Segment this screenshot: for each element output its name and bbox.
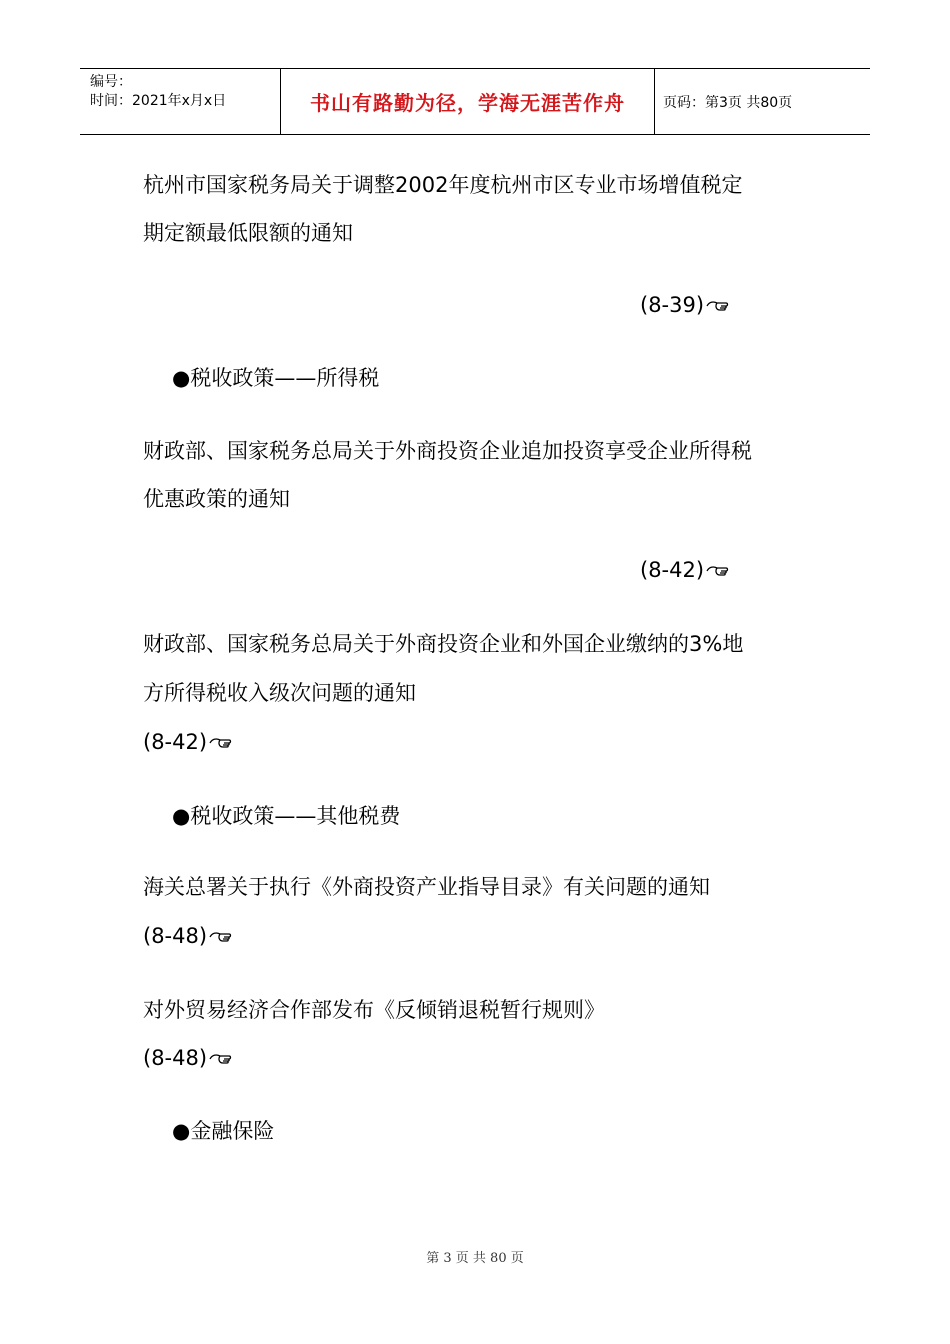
- doc-title-line-1: 财政部、国家税务总局关于外商投资企业追加投资享受企业所得税: [143, 439, 752, 463]
- page-reference-text: (8-42): [143, 730, 208, 754]
- page-footer: 第 3 页 共 80 页: [426, 1251, 524, 1266]
- doc-title-line-1: 财政部、国家税务总局关于外商投资企业和外国企业缴纳的3%地: [143, 632, 744, 656]
- page-header: [80, 68, 870, 135]
- header-motto: 书山有路勤为径，学海无涯苦作舟: [310, 91, 625, 115]
- section-heading: ●金融保险: [172, 1119, 275, 1143]
- page-reference-text: (8-48): [143, 924, 208, 948]
- header-page-info: 页码：第3页 共80页: [663, 94, 793, 111]
- doc-title-line-2: 优惠政策的通知: [143, 487, 290, 511]
- pointing-hand-icon: [209, 930, 233, 944]
- page-reference: [143, 1044, 233, 1072]
- pointing-hand-icon: [706, 564, 730, 578]
- page-reference: [640, 556, 730, 584]
- page-reference: [640, 291, 730, 319]
- header-motto-cell: [281, 69, 655, 134]
- header-time-label: 时间：2021年x月x日: [90, 93, 227, 109]
- page-reference: [143, 922, 233, 950]
- header-meta: [80, 69, 281, 134]
- doc-title-line-1: 对外贸易经济合作部发布《反倾销退税暂行规则》: [143, 998, 605, 1022]
- doc-title-line-2: 期定额最低限额的通知: [143, 221, 353, 245]
- page-reference-text: (8-39): [640, 293, 705, 317]
- page-reference-text: (8-42): [640, 558, 705, 582]
- header-page-info-cell: [655, 69, 870, 134]
- header-number-label: 编号：: [90, 74, 132, 90]
- section-heading: ●税收政策——其他税费: [172, 804, 401, 828]
- page-reference-text: (8-48): [143, 1046, 208, 1070]
- doc-title-line-1: 海关总署关于执行《外商投资产业指导目录》有关问题的通知: [143, 875, 710, 899]
- pointing-hand-icon: [706, 299, 730, 313]
- doc-title-line-1: 杭州市国家税务局关于调整2002年度杭州市区专业市场增值税定: [143, 173, 743, 197]
- doc-title-line-2: 方所得税收入级次问题的通知: [143, 681, 416, 705]
- section-heading: ●税收政策——所得税: [172, 366, 380, 390]
- pointing-hand-icon: [209, 1052, 233, 1066]
- page-reference: [143, 728, 233, 756]
- pointing-hand-icon: [209, 736, 233, 750]
